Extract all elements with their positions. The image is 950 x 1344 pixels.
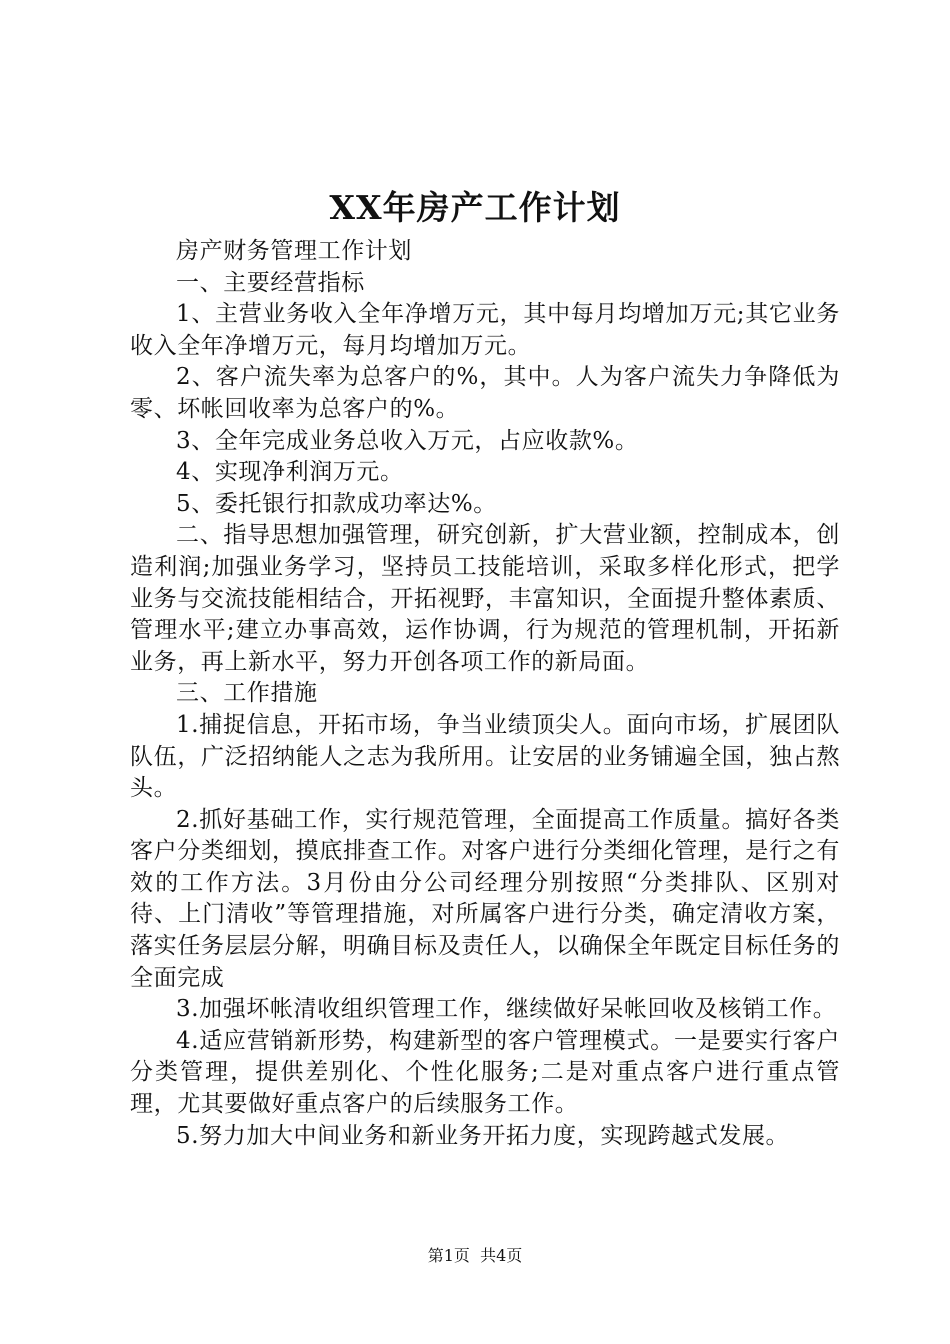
section-heading-3: 三、工作措施 [176,680,318,707]
paragraph: 1、主营业务收入全年净增万元，其中每月均增加万元;其它业务收入全年净增万元，每月均增加万元。 [130,301,840,359]
paragraph: 1.捕捉信息，开拓市场，争当业绩顶尖人。面向市场，扩展团队队伍，广泛招纳能人之志为我所用。让安居的业务铺遍全国，独占熬头。 [130,711,840,802]
paragraph: 2.抓好基础工作，实行规范管理，全面提高工作质量。搞好各类客户分类细划，摸底排查工作。对客户进行分类细化管理，是行之有效的工作方法。3月份由分公司经理分别按照“分类排队、区别对待、上门清收”等管理措施，对所属客户进行分类，确定清收方案，落实任务层层分解，明确目标及责任人，以确保全年既定目标任务的全面完成 [130,806,840,991]
paragraph: 2、客户流失率为总客户的%，其中。人为客户流失力争降低为零、坏帐回收率为总客户的%。 [130,364,840,422]
document-body [130,236,840,1152]
paragraph: 5、委托银行扣款成功率达%。 [176,490,497,517]
paragraph: 3.加强坏帐清收组织管理工作，继续做好呆帐回收及核销工作。 [176,996,837,1023]
paragraph: 4.适应营销新形势，构建新型的客户管理模式。一是要实行客户分类管理，提供差别化、个性化服务;二是对重点客户进行重点管理，尤其要做好重点客户的后续服务工作。 [130,1027,840,1118]
section-paragraph-2: 二、指导思想加强管理，研究创新，扩大营业额，控制成本，创造利润;加强业务学习，坚持员工技能培训，采取多样化形式，把学业务与交流技能相结合，开拓视野，丰富知识，全面提升整体素质、管理水平;建立办事高效，运作协调，行为规范的管理机制，开拓新业务，再上新水平，努力开创各项工作的新局面。 [130,522,840,675]
page-footer: 第1页 共4页 [427,1246,523,1265]
paragraph: 4、实现净利润万元。 [176,459,404,486]
document-title: XX年房产工作计划 [329,188,621,227]
paragraph: 5.努力加大中间业务和新业务开拓力度，实现跨越式发展。 [176,1122,790,1149]
heading-subtitle: 房产财务管理工作计划 [176,238,412,264]
paragraph: 3、全年完成业务总收入万元，占应收款%。 [176,427,639,454]
section-heading-1: 一、主要经营指标 [176,269,365,296]
